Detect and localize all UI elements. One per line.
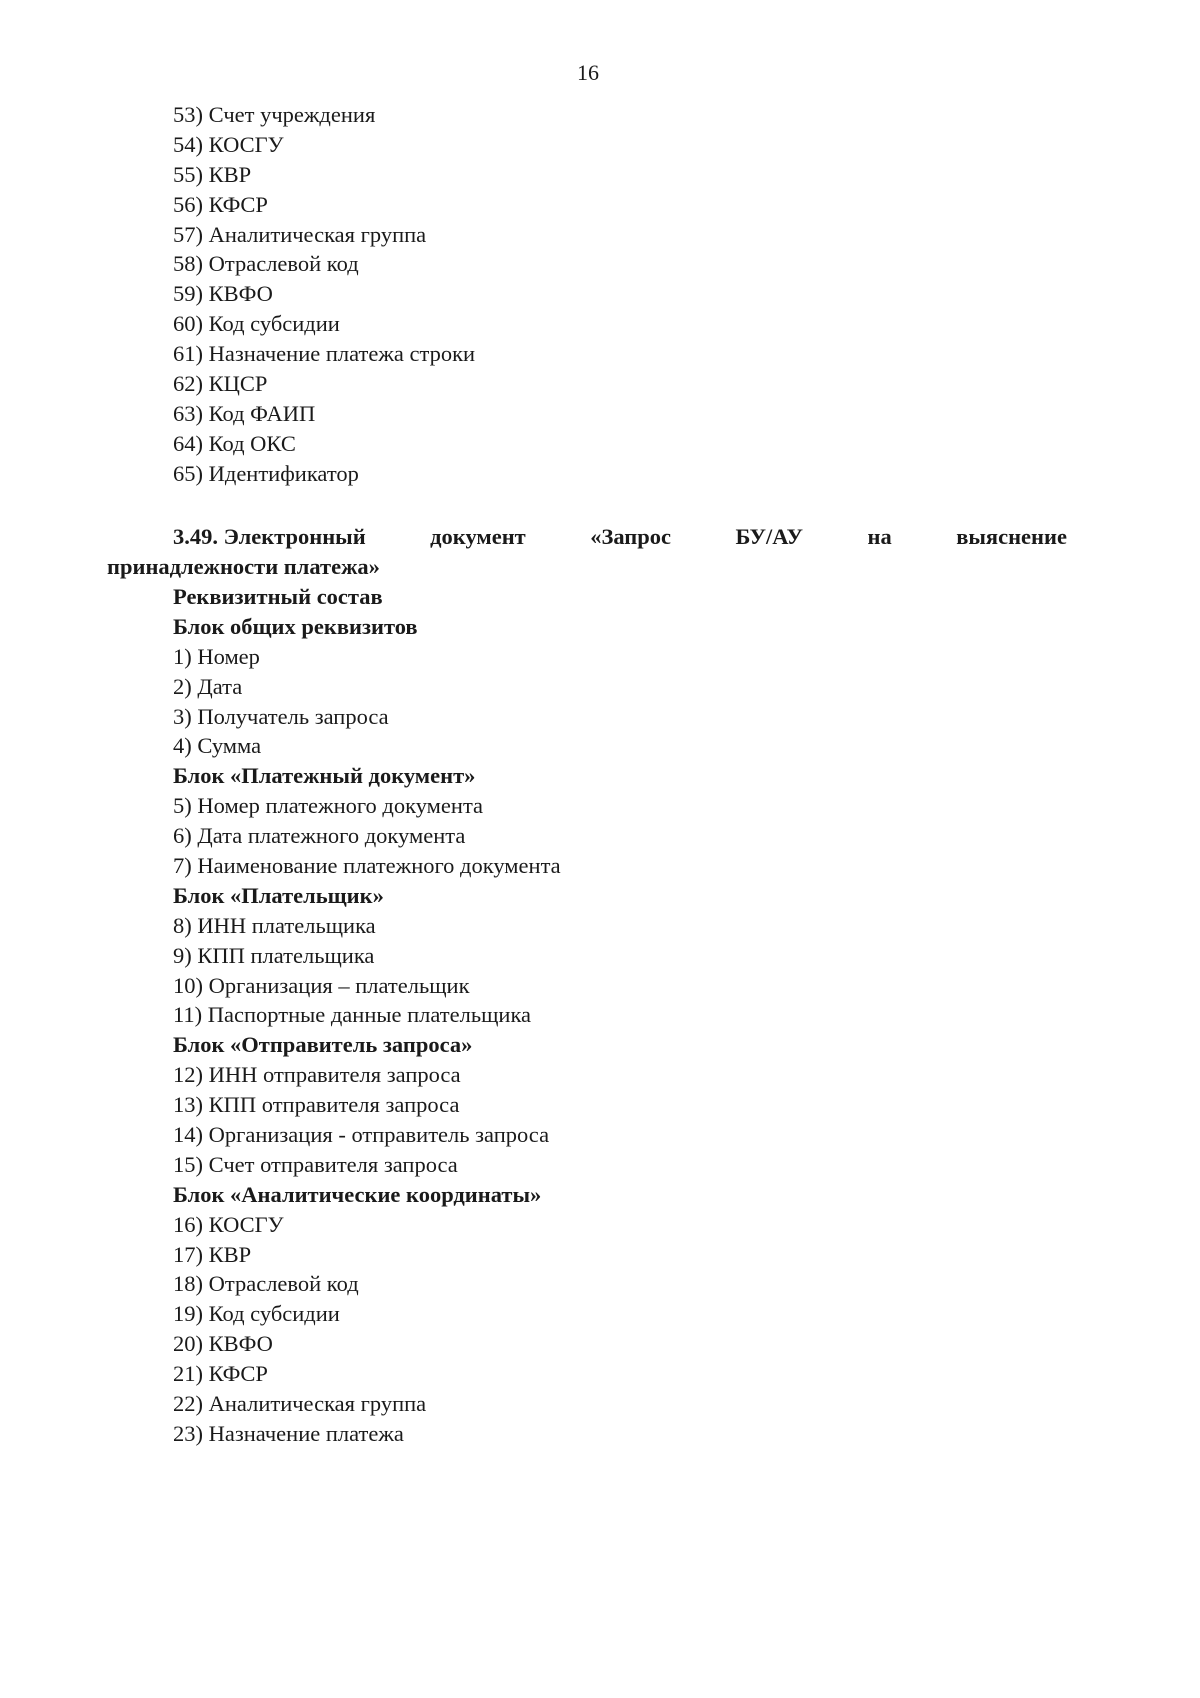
list-item: 56) КФСР	[173, 191, 268, 217]
requisites-composition	[173, 582, 561, 1449]
list-item: 18) Отраслевой код	[173, 1271, 359, 1297]
list-item: 57) Аналитическая группа	[173, 221, 427, 247]
list-item: 65) Идентификатор	[173, 460, 359, 486]
section-title-line-1	[107, 522, 1067, 552]
list-item: 6) Дата платежного документа	[173, 823, 466, 849]
list-item: 21) КФСР	[173, 1361, 268, 1387]
list-item: 59) КВФО	[173, 281, 273, 307]
requisites-list-continued	[173, 100, 475, 489]
list-item: 54) КОСГУ	[173, 131, 284, 157]
section-title-word: «Запрос	[590, 524, 671, 549]
list-item: 64) Код ОКС	[173, 430, 296, 456]
list-item: 19) Код субсидии	[173, 1301, 340, 1327]
section-title-word: БУ/АУ	[735, 524, 804, 549]
section-title-word: 3.49. Электронный	[173, 524, 366, 549]
section-title-3-49	[107, 522, 1067, 582]
list-item: 1) Номер	[173, 643, 260, 669]
list-item: 62) КЦСР	[173, 371, 268, 397]
list-item: 11) Паспортные данные плательщика	[173, 1002, 532, 1028]
list-item: 9) КПП плательщика	[173, 942, 375, 968]
list-item: 58) Отраслевой код	[173, 251, 359, 277]
block-heading: Реквизитный состав	[173, 584, 383, 609]
list-item: 17) КВР	[173, 1241, 252, 1267]
block-heading: Блок общих реквизитов	[173, 613, 418, 639]
list-item: 2) Дата	[173, 673, 243, 699]
list-item: 3) Получатель запроса	[173, 703, 389, 729]
list-item: 12) ИНН отправителя запроса	[173, 1062, 461, 1088]
list-item: 15) Счет отправителя запроса	[173, 1151, 458, 1177]
list-item: 61) Назначение платежа строки	[173, 341, 476, 367]
list-item: 13) КПП отправителя запроса	[173, 1092, 460, 1118]
block-heading: Блок «Плательщик»	[173, 882, 384, 908]
list-item: 7) Наименование платежного документа	[173, 853, 561, 879]
section-title-word: выяснение	[956, 524, 1067, 549]
list-item: 63) Код ФАИП	[173, 400, 316, 426]
section-title-word: документ	[430, 524, 526, 549]
block-heading: Блок «Платежный документ»	[173, 763, 476, 789]
block-heading: Блок «Отправитель запроса»	[173, 1032, 473, 1058]
list-item: 55) КВР	[173, 161, 252, 187]
list-item: 60) Код субсидии	[173, 311, 340, 337]
section-title-line-2: принадлежности платежа»	[107, 553, 380, 579]
list-item: 23) Назначение платежа	[173, 1420, 404, 1446]
list-item: 20) КВФО	[173, 1331, 273, 1357]
list-item: 14) Организация - отправитель запроса	[173, 1122, 550, 1148]
section-title-word: на	[867, 524, 892, 549]
list-item: 16) КОСГУ	[173, 1211, 284, 1237]
list-item: 53) Счет учреждения	[173, 102, 376, 127]
page-number: 16	[577, 60, 599, 85]
list-item: 22) Аналитическая группа	[173, 1391, 427, 1417]
list-item: 8) ИНН плательщика	[173, 912, 376, 938]
list-item: 5) Номер платежного документа	[173, 793, 484, 819]
block-heading: Блок «Аналитические координаты»	[173, 1181, 542, 1207]
list-item: 10) Организация – плательщик	[173, 972, 470, 998]
list-item: 4) Сумма	[173, 733, 262, 759]
